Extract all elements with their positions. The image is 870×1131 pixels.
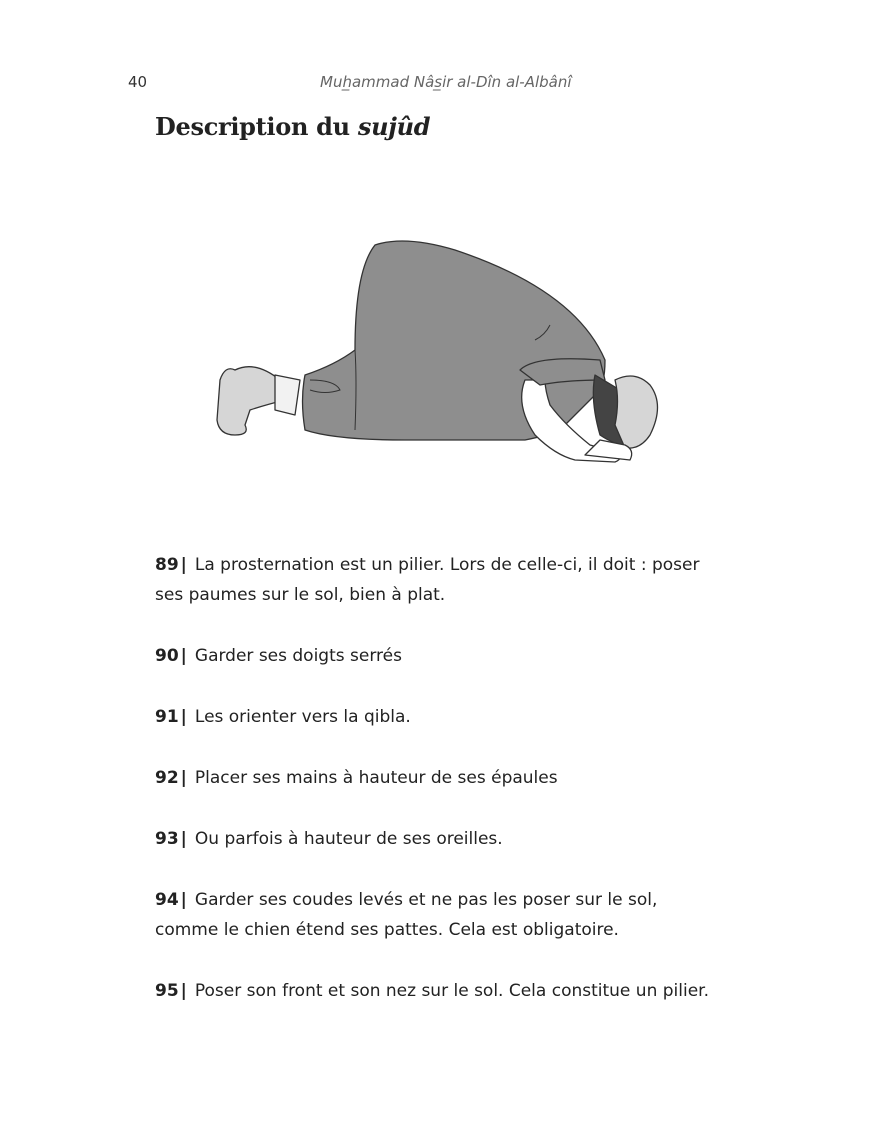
item-text: Ou parfois à hauteur de ses oreilles. <box>194 829 503 849</box>
item-number: 92 <box>155 768 179 788</box>
page-number: 40 <box>128 73 148 91</box>
list-item-91: 91 | Les orienter vers la qibla. <box>155 707 411 727</box>
item-text: Placer ses mains à hauteur de ses épaules <box>194 768 558 788</box>
section-title <box>155 112 430 141</box>
item-text: Poser son front et son nez sur le sol. Cela constitue un pilier. <box>194 981 709 1001</box>
list-item-90: 90 | Garder ses doigts serrés <box>155 646 402 666</box>
item-number: 93 <box>155 829 179 849</box>
item-number: 95 <box>155 981 179 1001</box>
list-item-94: 94 | Garder ses coudes levés et ne pas les poser sur le sol, comme le chien étend ses pattes. Cela est obligatoire. <box>155 890 658 940</box>
running-head: Muh̲ammad Nâs̲ir al-Dîn al-Albânî <box>320 73 572 91</box>
item-text: Garder ses coudes levés et ne pas les poser sur le sol, comme le chien étend ses pattes. Cela est obligatoire. <box>155 890 658 940</box>
section-title-prefix: Description du <box>155 112 350 141</box>
item-text: Les orienter vers la qibla. <box>194 707 411 727</box>
cap <box>615 376 658 448</box>
section-title-term: sujûd <box>357 112 431 141</box>
item-text: Garder ses doigts serrés <box>194 646 402 666</box>
list-item-93: 93 | Ou parfois à hauteur de ses oreilles. <box>155 829 503 849</box>
sock <box>275 375 300 415</box>
list-item-95: 95 | Poser son front et son nez sur le sol. Cela constitue un pilier. <box>155 981 709 1001</box>
item-list <box>155 550 725 1037</box>
item-number: 94 <box>155 890 179 910</box>
list-item-89: 89 | La prosternation est un pilier. Lors de celle-ci, il doit : poser ses paumes sur le sol, bien à plat. <box>155 555 700 605</box>
item-number: 90 <box>155 646 179 666</box>
item-text: La prosternation est un pilier. Lors de celle-ci, il doit : poser ses paumes sur le sol, bien à plat. <box>155 555 700 605</box>
list-item-92: 92 | Placer ses mains à hauteur de ses épaules <box>155 768 558 788</box>
sujud-illustration <box>205 230 665 480</box>
item-number: 91 <box>155 707 179 727</box>
item-number: 89 <box>155 555 179 575</box>
robe <box>303 241 606 440</box>
